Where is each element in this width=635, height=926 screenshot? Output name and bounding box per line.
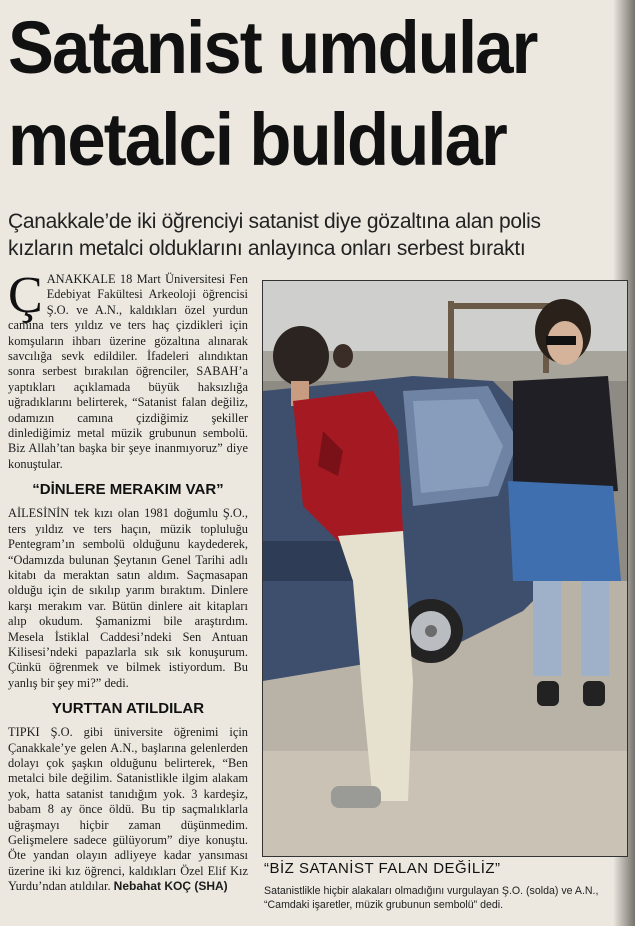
article-column [8,267,248,895]
headline [8,2,585,186]
news-photo [262,280,628,857]
photo-caption-text: Satanistlikle hiçbir alakaları olmadığını vurgulayan Ş.O. (solda) ve A.N., “Camdaki işaretler, müzik grubunun sembolü” dedi. [264,885,599,911]
section-title-1: “DİNLERE MERAKIM VAR” [32,481,224,499]
photo-caption-title: “BİZ SATANİST FALAN DEĞİLİZ” [264,860,501,877]
article-paragraph-1: ÇANAKKALE 18 Mart Üniversitesi Fen Edebiyat Fakültesi Arkeoloji öğrencisi Ş.O. ve A.N., kaldıkları özel yurdun camına ters yıldız ve ters haç çizdikleri için komşuların ihbarı üzerine gözaltına alınarak savcılığa sevk edildiler. İfadeleri alındıktan sonra serbest bırakılan öğrenciler, SABAH’a yaptıkları açıklamada büyük haksızlığa uğradıklarını belirterek, “Satanist falan değiliz, odamızın camına çizdiğimiz şekiller dinlediğimiz metal müzik grubunun sembolü. Biz Allah’tan başka bir şeye inanmıyoruz” diye konuştular. [8,267,248,471]
byline: Nebahat KOÇ (SHA) [113,879,228,894]
drop-cap: Ç [8,267,43,324]
headline-line-2: metalci buldular [8,98,506,181]
subheadline-line-1: Çanakkale’de iki öğrenciyi satanist diye gözaltına alan polis [8,210,541,233]
article-paragraph-2: AİLESİNİN tek kızı olan 1981 doğumlu Ş.O., ters yıldız ve ters haçın, müzik topluluğu Pentegram’ın sembolü olduğunu kaydederek, “Odamızda bulunan Şeytanın Genel Tarihi adlı kitabı da meraktan satın aldım. Saçmasapan olduğu için de sıkılıp yarım bıraktım. Dinlere karşı merakım var. Bütün dinlere ait kitapları alıp okudum. Şamanizmi bile araştırdım. Mesela İstiklal Caddesi’ndeki Sen Antuan Kilisesi’ndeki papazlarla sık sık konuşurum. Çünkü öğrenmek ve bilmek istiyordum. Bu yanlış bir şey mi?” dedi. [8,506,248,690]
section-title-2: YURTTAN ATILDILAR [51,700,205,718]
subheadline-line-2: kızların metalci olduklarını anlayınca onları serbest bıraktı [8,237,526,260]
headline-line-1: Satanist umdular [8,6,537,89]
article-paragraph-3: TIPKI Ş.O. gibi üniversite öğrenimi için Çanakkale’ye gelen A.N., başlarına gelenlerden dolayı çok şaşkın olduğunu belirterek, “Ben metalci bile değilim. Satanistlikle ilgim alakam yok, hatta satanist tanıdığım yok. 3 kardeşiz, babam 8 ay önce öldü. Bu tip saçmalıklarla uğraşmayı hiçbir zaman düşünmedim. Gelişmelere sadece gülüyorum” diye konuştu. Öte yandan olayın adliyeye kadar yansıması üzerine iki kız öğrenci, kaldıkları Özel Elif Kız Yurdu’ndan atıldılar. Nebahat KOÇ (SHA) [8,725,248,894]
subheadline [8,208,633,262]
